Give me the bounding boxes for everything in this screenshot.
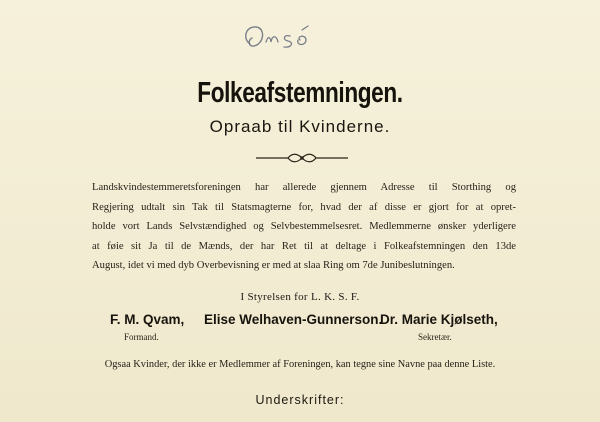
board-line: I Styrelsen for L. K. S. F. [240,291,360,303]
signatory-name: F. M. Qvam, [110,312,185,327]
appeal-body [92,178,516,276]
page-subtitle: Opraab til Kvinderne. [209,117,391,136]
page-title: Folkeafstemningen. [197,77,403,109]
body-line: holde vort Lands Selvstændighed og Selvbestemmelsesret. Medlemmerne ønsker yderligere [92,221,516,232]
body-line: August, idet vi med dyb Overbevisning er med at slaa Ring om 7de Junibeslutningen. [92,260,455,271]
signatory-name: Elise Welhaven-Gunnerson. [204,312,383,327]
membership-note: Ogsaa Kvinder, der ikke er Medlemmer af Foreningen, kan tegne sine Navne paa denne Liste. [104,359,496,370]
signatory-role: Formand. [124,332,159,342]
handwritten-annotation [236,18,326,58]
signatory-role: Sekretær. [418,332,452,342]
body-line: Regjering udtalt sin Tak til Statsmagterne for, hvad der af disse er gjort for at opret- [92,201,516,213]
ornament-divider [254,150,350,166]
signatures-heading: Underskrifter: [255,393,345,407]
body-line: Landskvindestemmeretsforeningen har allerede gjennem Adresse til Storthing og [92,182,516,193]
signatory-name: Dr. Marie Kjølseth, [380,312,498,327]
body-line: at føie sit Ja til de Mænds, der har Ret til at deltage i Folkeafstemningen den 13de [92,240,516,252]
